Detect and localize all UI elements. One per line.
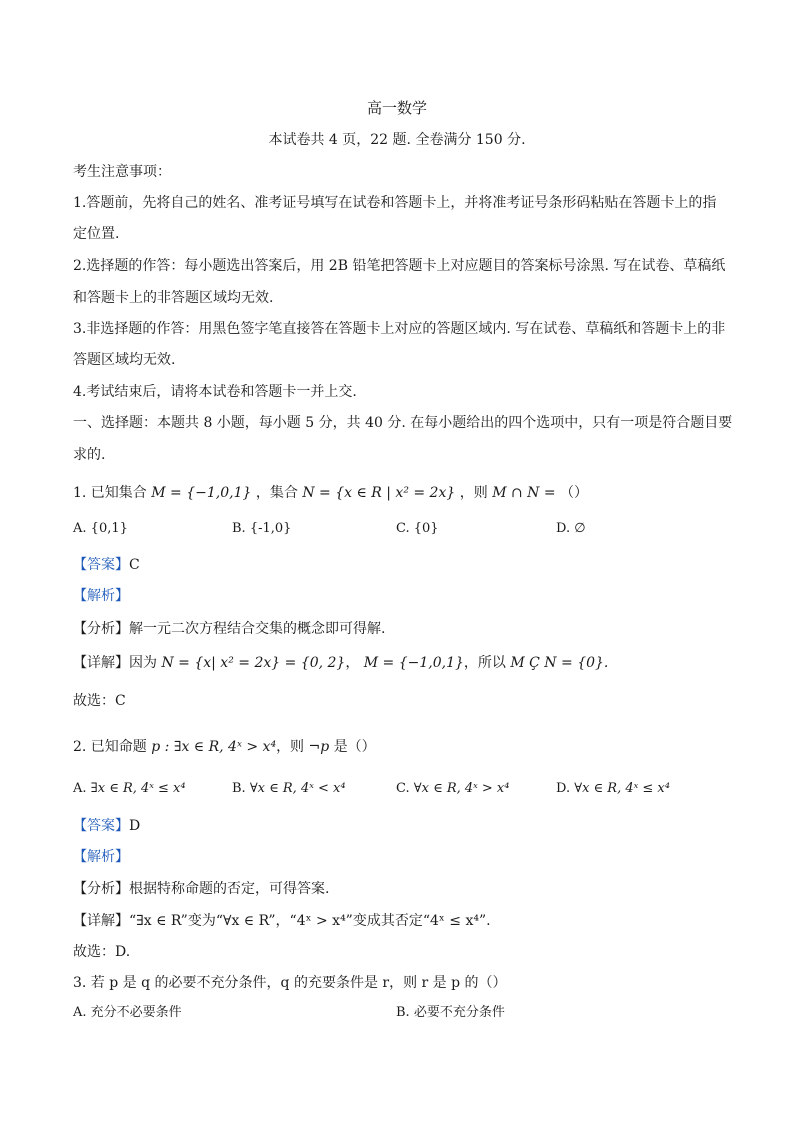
intersection-expr: M ∩ N = [492, 485, 556, 501]
notice-heading: 考生注意事项： [73, 164, 171, 180]
q2-fenxi: 【分析】根据特称命题的否定，可得答案. [73, 881, 330, 897]
notice-line: 定位置. [73, 226, 120, 242]
q1-xiangjie: 【详解】因为 N = {x| x² = 2x} = {0, 2}， M = {−1,0,1}，所以 M Ç N = {0}. [73, 655, 609, 671]
q1-option-d: D. ∅ [556, 521, 586, 536]
q1-stem: 1. 已知集合 M = {−1,0,1} ，集合 N = {x ∈ R | x² = 2x} ，则 M ∩ N = （） [73, 485, 589, 501]
page-subtitle: 本试卷共 4 页，22 题. 全卷满分 150 分. [268, 132, 526, 148]
q1-fenxi: 【分析】解一元二次方程结合交集的概念即可得解. [73, 621, 386, 637]
q1-option-c: C. {0} [396, 521, 439, 536]
q2-answer: 【答案】D [73, 818, 141, 834]
q1-answer: 【答案】C [73, 557, 140, 573]
notice-line: 答题区域均无效. [73, 352, 176, 368]
q2-option-b: B. ∀x ∈ R, 4ˣ < x⁴ [232, 781, 346, 796]
q2-choose: 故选：D. [73, 944, 131, 960]
q2-xiangjie: 【详解】“∃x ∈ R”变为“∀x ∈ R”，“4ˣ > x⁴”变成其否定“4ˣ ≤ x⁴”. [73, 913, 491, 929]
q1-option-a: A. {0,1} [73, 521, 128, 536]
q2-option-d: D. ∀x ∈ R, 4ˣ ≤ x⁴ [556, 781, 670, 796]
q3-stem: 3. 若 p 是 q 的必要不充分条件，q 的充要条件是 r，则 r 是 p 的（） [73, 975, 507, 991]
q2-analysis-tag: 【解析】 [73, 849, 129, 865]
notice-line: 和答题卡上的非答题区域均无效. [73, 290, 274, 306]
q2-option-c: C. ∀x ∈ R, 4ˣ > x⁴ [396, 781, 510, 796]
q1-option-b: B. {-1,0} [232, 521, 292, 536]
q1-choose: 故选：C [73, 693, 126, 709]
set-m-expr: M = {−1,0,1} [151, 485, 252, 501]
q3-option-a: A. 充分不必要条件 [73, 1005, 182, 1020]
q2-option-a: A. ∃x ∈ R, 4ˣ ≤ x⁴ [73, 781, 186, 796]
section-heading: 一、选择题：本题共 8 小题，每小题 5 分，共 40 分. 在每小题给出的四个选项中，只有一项是符合题目要 [73, 415, 733, 431]
page-title: 高一数学 [366, 99, 427, 117]
q1-analysis-tag: 【解析】 [73, 588, 129, 604]
section-heading-cont: 求的. [73, 447, 106, 463]
notice-line: 3.非选择题的作答：用黑色签字笔直接答在答题卡上对应的答题区域内. 写在试卷、草稿纸和答题卡上的非 [73, 321, 726, 337]
notice-line: 1.答题前，先将自己的姓名、准考证号填写在试卷和答题卡上，并将准考证号条形码粘贴在答题卡上的指 [73, 195, 717, 211]
notice-line: 4.考试结束后，请将本试卷和答题卡一并上交. [73, 384, 357, 400]
q3-option-b: B. 必要不充分条件 [396, 1005, 505, 1020]
notice-line: 2.选择题的作答：每小题选出答案后，用 2B 铅笔把答题卡上对应题目的答案标号涂黑. 写在试卷、草稿纸 [73, 258, 726, 274]
set-n-expr: N = {x ∈ R | x² = 2x} [302, 485, 456, 501]
q2-stem: 2. 已知命题 p : ∃x ∈ R, 4ˣ > x⁴，则 ¬p 是（） [73, 739, 376, 755]
